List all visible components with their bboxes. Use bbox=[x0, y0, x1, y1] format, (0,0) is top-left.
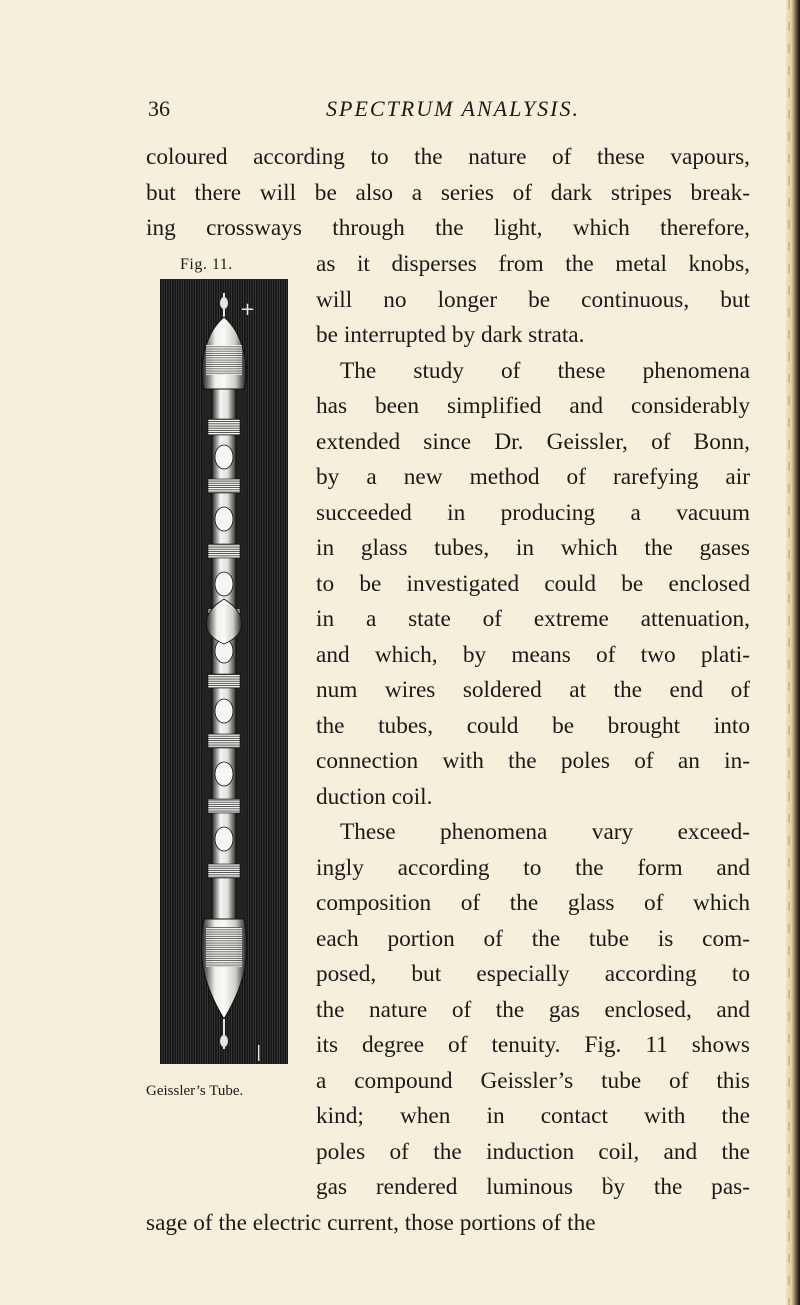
body-line: poles of the induction coil, and the bbox=[316, 1139, 750, 1165]
body-line: each portion of the tube is com- bbox=[316, 926, 750, 952]
body-line: gas rendered luminous by the pas- bbox=[316, 1174, 750, 1200]
body-line: The study of these phenomena bbox=[340, 358, 750, 384]
body-line: its degree of tenuity. Fig. 11 shows bbox=[316, 1032, 750, 1058]
body-line: to be investigated could be enclosed bbox=[316, 571, 750, 597]
body-line: be interrupted by dark strata. bbox=[316, 322, 585, 348]
body-line: posed, but especially according to bbox=[316, 961, 750, 987]
body-line: extended since Dr. Geissler, of Bonn, bbox=[316, 429, 750, 455]
body-line: and which, by means of two plati- bbox=[316, 642, 750, 668]
body-line: the tubes, could be brought into bbox=[316, 713, 750, 739]
body-line: These phenomena vary exceed- bbox=[340, 819, 750, 845]
body-line: will no longer be continuous, but bbox=[316, 287, 750, 313]
page-edge-shadow bbox=[786, 0, 800, 1305]
body-line: as it disperses from the metal knobs, bbox=[316, 251, 750, 277]
body-line: succeeded in producing a vacuum bbox=[316, 500, 750, 526]
figure-label: Fig. 11. bbox=[180, 256, 233, 273]
minus-mark: | bbox=[256, 1042, 262, 1061]
running-title: SPECTRUM ANALYSIS. bbox=[326, 96, 580, 121]
body-line: kind; when in contact with the bbox=[316, 1103, 750, 1129]
body-line: has been simplified and considerably bbox=[316, 393, 750, 419]
body-line: in a state of extreme attenuation, bbox=[316, 606, 750, 632]
figure-caption: Geissler’s Tube. bbox=[146, 1083, 244, 1099]
body-line: ingly according to the form and bbox=[316, 855, 750, 881]
body-line: the nature of the gas enclosed, and bbox=[316, 997, 750, 1023]
body-line: by a new method of rarefying air bbox=[316, 464, 750, 490]
body-line: composition of the glass of which bbox=[316, 890, 750, 916]
body-line: in glass tubes, in which the gases bbox=[316, 535, 750, 561]
body-line: coloured according to the nature of these vapours, bbox=[146, 144, 750, 170]
body-line: ing crossways through the light, which therefore, bbox=[146, 215, 750, 241]
page-number: 36 bbox=[148, 96, 170, 121]
body-line: num wires soldered at the end of bbox=[316, 677, 750, 703]
body-line: duction coil. bbox=[316, 784, 433, 810]
body-line: sage of the electric current, those portions of the bbox=[146, 1210, 596, 1236]
body-line: a compound Geissler’s tube of this bbox=[316, 1068, 750, 1094]
body-line: but there will be also a series of dark stripes break- bbox=[146, 180, 750, 206]
geissler-tube-illustration bbox=[160, 279, 288, 1064]
page-header bbox=[148, 96, 758, 126]
body-line: connection with the poles of an in- bbox=[316, 748, 750, 774]
plus-mark: + bbox=[240, 299, 256, 320]
